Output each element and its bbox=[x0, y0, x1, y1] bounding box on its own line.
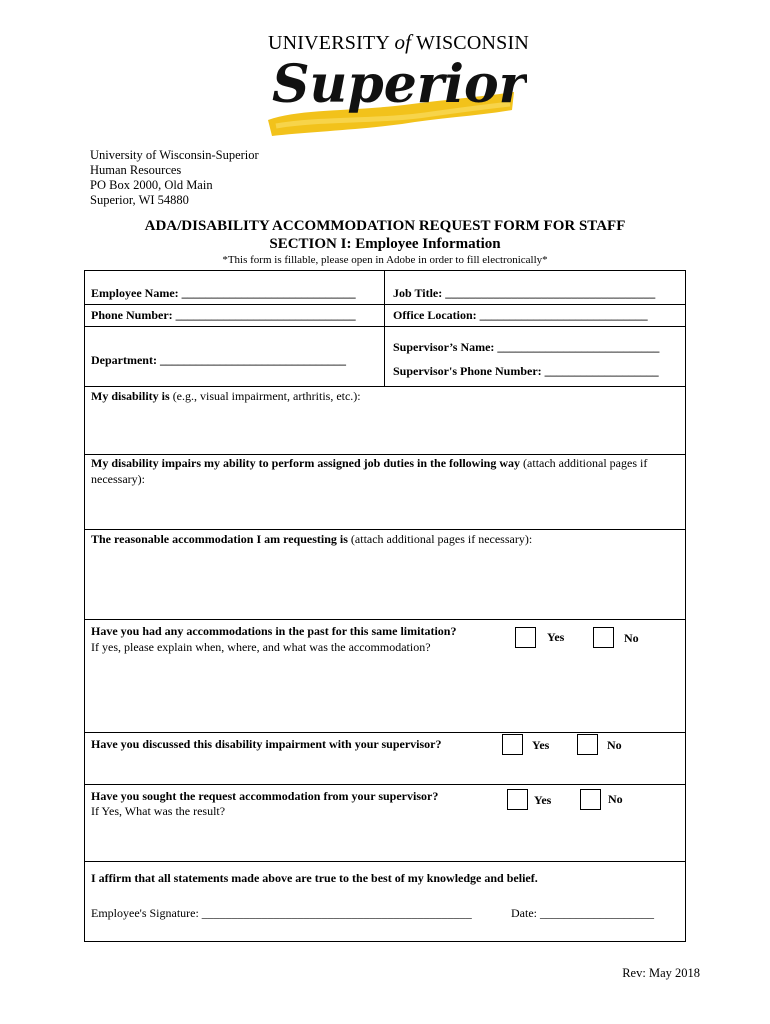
fillable-note: *This form is fillable, please open in Adobe in order to fill electronically* bbox=[222, 254, 548, 266]
address-line: Superior, WI 54880 bbox=[90, 193, 189, 207]
discussed-question: Have you discussed this disability impairment with your supervisor? bbox=[91, 737, 442, 751]
address-line: University of Wisconsin-Superior bbox=[90, 148, 259, 162]
superior-logo-wordmark bbox=[262, 52, 527, 140]
discussed-no-label: No bbox=[607, 738, 622, 752]
job-title-field[interactable]: Job Title: ___________________________________ bbox=[393, 286, 656, 300]
logo-superior-text: Superior bbox=[272, 54, 527, 115]
sought-subtext: If Yes, What was the result? bbox=[91, 804, 226, 818]
disability-input-area[interactable] bbox=[86, 406, 684, 452]
address-line: Human Resources bbox=[90, 163, 182, 177]
employee-name-field[interactable]: Employee Name: _____________________________ bbox=[91, 286, 356, 300]
sought-question: Have you sought the request accommodation from your supervisor? bbox=[91, 789, 439, 803]
sought-yes-checkbox[interactable] bbox=[507, 789, 528, 810]
office-location-field[interactable]: Office Location: ____________________________ bbox=[393, 308, 648, 322]
past-accommodation-input-area[interactable] bbox=[86, 660, 684, 730]
accommodation-label-bold: The reasonable accommodation I am requesting is bbox=[91, 532, 348, 546]
row-divider bbox=[84, 529, 686, 530]
address-block bbox=[90, 148, 259, 208]
logo-university-text: UNIVERSITY bbox=[268, 32, 390, 54]
past-yes-checkbox[interactable] bbox=[515, 627, 536, 648]
affirm-statement: I affirm that all statements made above are true to the best of my knowledge and belief. bbox=[91, 871, 538, 885]
accommodation-label bbox=[91, 532, 532, 547]
row-divider bbox=[84, 732, 686, 733]
discussed-no-checkbox[interactable] bbox=[577, 734, 598, 755]
phone-number-field[interactable]: Phone Number: ______________________________ bbox=[91, 308, 356, 322]
date-field[interactable]: Date: ___________________ bbox=[511, 906, 654, 920]
supervisor-name-field[interactable]: Supervisor’s Name: ___________________________ bbox=[393, 340, 660, 354]
row-divider bbox=[84, 861, 686, 862]
logo-of-text: of bbox=[394, 30, 412, 54]
impairs-label-bold: My disability impairs my ability to perform assigned job duties in the following way bbox=[91, 456, 521, 470]
discussed-yes-label: Yes bbox=[532, 738, 550, 752]
past-accommodation-subtext: If yes, please explain when, where, and what was the accommodation? bbox=[91, 640, 431, 654]
accommodation-label-rest: (attach additional pages if necessary): bbox=[347, 532, 533, 546]
sought-result-input-area[interactable] bbox=[86, 820, 684, 860]
row-divider bbox=[84, 326, 686, 327]
accommodation-input-area[interactable] bbox=[86, 550, 684, 616]
row-divider bbox=[84, 619, 686, 620]
past-accommodation-question: Have you had any accommodations in the past for this same limitation? bbox=[91, 624, 457, 638]
sought-yes-label: Yes bbox=[534, 793, 552, 807]
logo-wisconsin-text: WISCONSIN bbox=[416, 32, 529, 54]
disability-label-bold: My disability is bbox=[91, 389, 170, 403]
row-divider bbox=[84, 784, 686, 785]
employee-signature-field[interactable]: Employee's Signature: _____________________________________________ bbox=[91, 906, 472, 920]
sought-no-label: No bbox=[608, 792, 623, 806]
past-no-checkbox[interactable] bbox=[593, 627, 614, 648]
impairs-label-continued: necessary): bbox=[91, 472, 145, 486]
sought-no-checkbox[interactable] bbox=[580, 789, 601, 810]
row-divider bbox=[84, 386, 686, 387]
impairs-label bbox=[91, 456, 647, 471]
revision-date: Rev: May 2018 bbox=[622, 966, 700, 980]
row-divider bbox=[84, 454, 686, 455]
row-divider bbox=[84, 304, 686, 305]
form-title: ADA/DISABILITY ACCOMMODATION REQUEST FORM FOR STAFF bbox=[144, 218, 626, 234]
address-line: PO Box 2000, Old Main bbox=[90, 178, 213, 192]
impairs-input-area[interactable] bbox=[86, 490, 684, 528]
department-field[interactable]: Department: _______________________________ bbox=[91, 353, 346, 367]
supervisor-phone-field[interactable]: Supervisor's Phone Number: ___________________ bbox=[393, 364, 659, 378]
section-title: SECTION I: Employee Information bbox=[269, 236, 501, 252]
impairs-label-rest: (attach additional pages if bbox=[520, 456, 648, 470]
past-no-label: No bbox=[624, 631, 639, 645]
disability-label bbox=[91, 389, 361, 404]
past-yes-label: Yes bbox=[547, 630, 565, 644]
column-divider bbox=[384, 270, 385, 386]
disability-label-rest: (e.g., visual impairment, arthritis, etc.): bbox=[169, 389, 361, 403]
discussed-yes-checkbox[interactable] bbox=[502, 734, 523, 755]
